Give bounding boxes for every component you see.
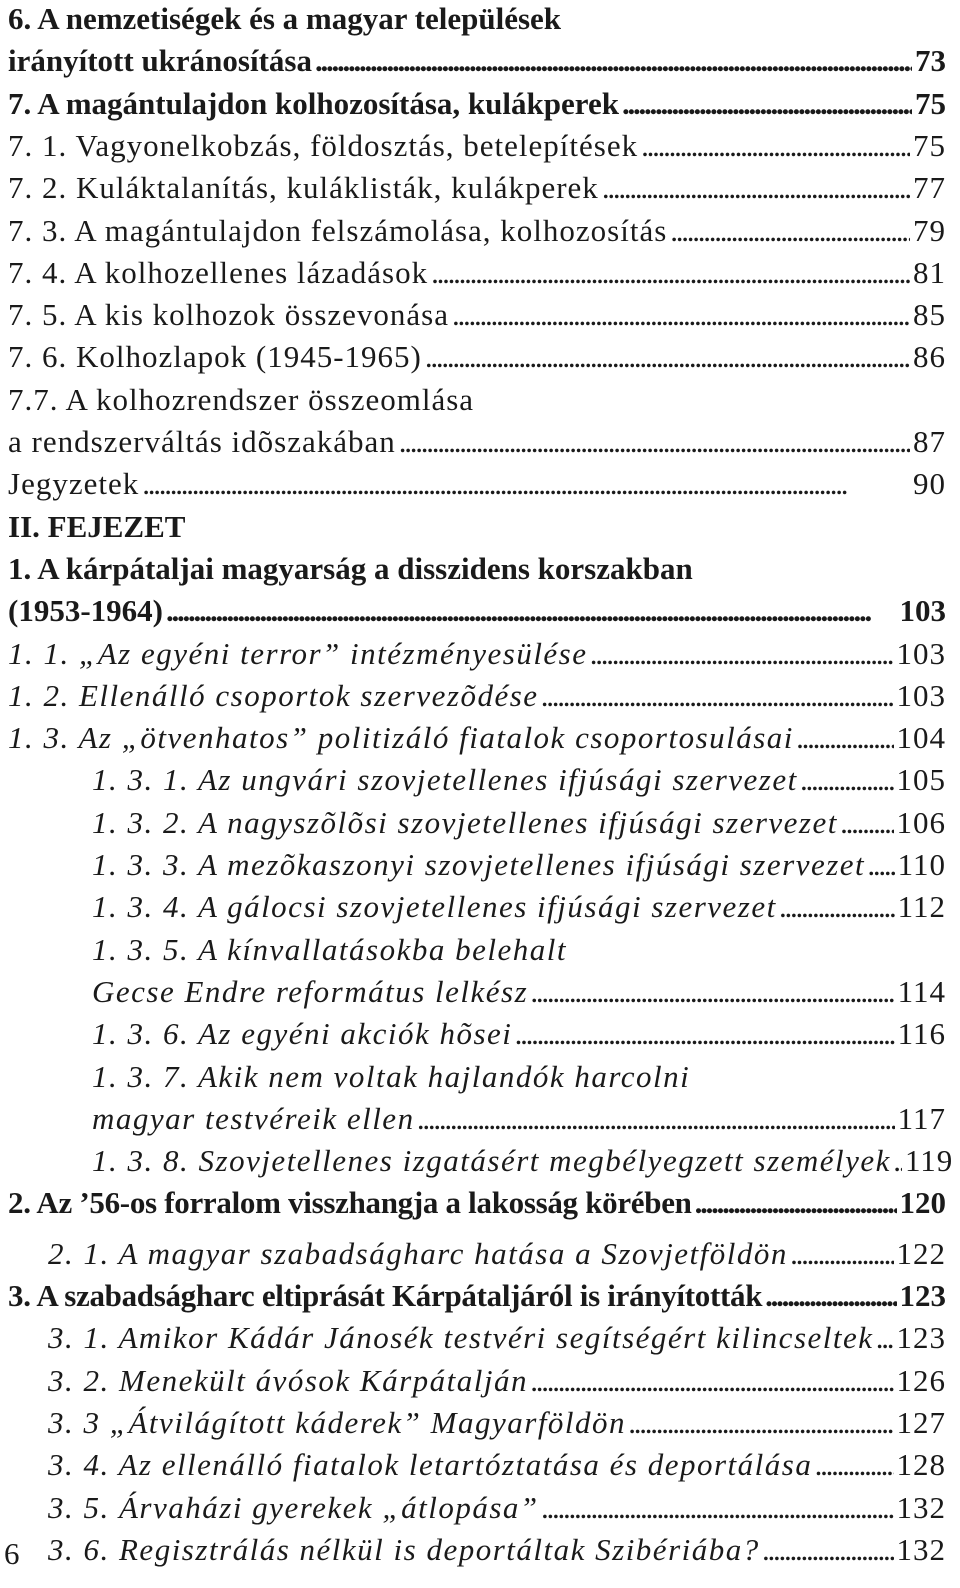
toc-entry — [8, 673, 946, 719]
toc-entry-title: 2. 1. A magyar szabadságharc hatása a Szovjetföldön — [48, 1235, 788, 1271]
toc-entry — [8, 123, 946, 169]
toc-entry — [8, 1442, 946, 1488]
toc-entry-title: 3. 2. Menekült ávósok Kárpátalján — [48, 1362, 528, 1398]
toc-entry-title: 1. 3. 4. A gálocsi szovjetellenes ifjúsági szervezet — [92, 889, 777, 925]
toc-entry — [8, 81, 946, 127]
toc-entry-page: 75 — [913, 127, 946, 163]
toc-entry — [8, 38, 946, 84]
toc-entry-title: 3. 6. Regisztrálás nélkül is deportáltak Szibériába? — [48, 1531, 760, 1567]
toc-entry-title: 3. 1. Amikor Kádár Jánosék testvéri segítségért kilincseltek — [48, 1320, 874, 1356]
toc-entry-page: 123 — [899, 1278, 946, 1313]
toc-entry — [8, 165, 946, 211]
toc-entry — [8, 715, 946, 761]
toc-entry-page: 126 — [896, 1362, 946, 1398]
toc-entry-title: 1. 3. 7. Akik nem voltak hajlandók harcolni — [92, 1058, 691, 1094]
toc-entry-title: 1. 3. 8. Szovjetellenes izgatásért megbélyegzett személyek — [92, 1143, 891, 1179]
toc-entry-page: 120 — [899, 1185, 946, 1221]
dot-leader — [531, 969, 895, 1015]
toc-entry-title: (1953-1964) — [8, 593, 163, 629]
toc-entry-title: 7. 1. Vagyonelkobzás, földosztás, betelepítések — [8, 127, 639, 163]
toc-entry-title: a rendszerváltás idõszakában — [8, 424, 396, 459]
toc-entry — [8, 1315, 946, 1361]
toc-entry-page: 127 — [896, 1404, 946, 1440]
toc-entry-title: 7. 3. A magántulajdon felszámolása, kolhozosítás — [8, 212, 668, 248]
toc-entry-title: 1. 3. 6. Az egyéni akciók hõsei — [92, 1016, 513, 1052]
toc-entry — [8, 800, 946, 846]
toc-entry-title: magyar testvéreik ellen — [92, 1100, 415, 1136]
toc-entry — [8, 1011, 946, 1057]
toc-entry-page: 123 — [896, 1320, 946, 1356]
toc-entry — [8, 419, 946, 465]
dot-leader — [695, 1180, 897, 1226]
toc-entry-page: 114 — [897, 973, 946, 1009]
toc-entry — [8, 884, 946, 930]
dot-leader — [877, 1315, 894, 1361]
dot-leader — [780, 884, 895, 930]
dot-leader — [166, 588, 897, 634]
toc-entry — [8, 1400, 946, 1446]
toc-entry-page: 132 — [896, 1489, 946, 1525]
toc-entry-page: 103 — [896, 635, 946, 671]
toc-entry — [8, 0, 946, 42]
toc-entry-page: 105 — [896, 762, 946, 798]
toc-entry-page: 128 — [896, 1447, 946, 1483]
toc-entry-page: 103 — [899, 593, 946, 629]
dot-leader — [622, 81, 912, 127]
toc-entry — [8, 1273, 946, 1319]
toc-entry-page: 104 — [896, 720, 946, 756]
dot-leader — [425, 334, 910, 380]
toc-entry — [8, 969, 946, 1015]
toc-entry-page: 116 — [897, 1016, 946, 1052]
toc-entry — [8, 1096, 946, 1142]
toc-entry-page: 87 — [913, 424, 946, 459]
toc-entry-page: 77 — [913, 170, 946, 206]
toc-entry — [8, 292, 946, 338]
dot-leader — [602, 165, 910, 211]
toc-entry-title: 7. 2. Kuláktalanítás, kuláklisták, kulákperek — [8, 170, 599, 206]
dot-leader — [763, 1527, 894, 1573]
dot-leader — [515, 1011, 894, 1057]
toc-entry-title: Gecse Endre református lelkész — [92, 973, 529, 1009]
toc-entry-page: 110 — [897, 847, 946, 882]
toc-entry — [8, 631, 946, 677]
dot-leader — [142, 461, 910, 507]
toc-entry-title: 3. 3 „Átvilágított káderek” Magyarföldön — [48, 1404, 627, 1440]
dot-leader — [894, 1138, 902, 1184]
dot-leader — [641, 123, 910, 169]
toc-entry-title: II. FEJEZET — [8, 508, 186, 544]
toc-entry — [8, 504, 946, 550]
toc-entry-page: 79 — [913, 212, 946, 248]
toc-entry — [8, 461, 946, 507]
toc-entry-page: 119 — [904, 1143, 954, 1179]
toc-entry-page: 81 — [913, 254, 946, 290]
toc-entry-page: 103 — [896, 677, 946, 713]
toc-entry-title: 1. 3. 1. Az ungvári szovjetellenes ifjúsági szervezet — [92, 762, 798, 798]
dot-leader — [629, 1400, 893, 1446]
toc-entry — [8, 334, 946, 380]
toc-entry-title: 7. 4. A kolhozellenes lázadások — [8, 254, 429, 290]
toc-entry — [8, 250, 946, 296]
toc-entry-title: 3. A szabadságharc eltiprását Kárpátaljáról is irányították — [8, 1278, 763, 1313]
toc-entry-page: 132 — [896, 1531, 946, 1567]
toc-entry — [8, 1138, 954, 1184]
dot-leader — [542, 673, 894, 719]
toc-entry-title: 2. Az ’56-os forralom visszhangja a lakosság körében — [8, 1185, 692, 1221]
toc-entry-title: 6. A nemzetiségek és a magyar települések — [8, 1, 562, 36]
dot-leader — [431, 250, 910, 296]
toc-entry-title: 3. 5. Árvaházi gyerekek „átlopása” — [48, 1489, 539, 1525]
toc-entry-title: 7. A magántulajdon kolhozosítása, kulákperek — [8, 85, 619, 121]
toc-entry — [8, 1358, 946, 1404]
toc-entry-title: 1. 3. 2. A nagyszõlõsi szovjetellenes ifjúsági szervezet — [92, 804, 838, 840]
toc-entry — [8, 377, 946, 423]
toc-entry — [8, 1054, 946, 1100]
toc-entry-page: 75 — [915, 85, 946, 121]
toc-entry-page: 106 — [896, 804, 946, 840]
toc-entry — [8, 588, 946, 634]
dot-leader — [797, 715, 894, 761]
toc-entry-page: 86 — [913, 339, 946, 375]
dot-leader — [841, 800, 894, 846]
toc-entry — [8, 842, 946, 888]
toc-entry-page: 85 — [913, 297, 946, 333]
toc-entry-title: 1. 2. Ellenálló csoportok szervezõdése — [8, 677, 539, 713]
toc-entry-page: 112 — [897, 889, 946, 925]
toc-entry — [8, 208, 946, 254]
dot-leader — [765, 1273, 896, 1319]
toc-entry-title: 1. 3. Az „ötvenhatos” politizáló fiatalok csoportosulásai — [8, 720, 794, 756]
toc-entry — [8, 546, 946, 592]
dot-leader — [791, 1231, 894, 1277]
toc-entry-title: 1. 3. 3. A mezõkaszonyi szovjetellenes ifjúsági szervezet — [92, 847, 866, 882]
toc-entry — [8, 1180, 946, 1226]
toc-entry-title: 1. A kárpátaljai magyarság a disszidens korszakban — [8, 550, 693, 586]
dot-leader — [868, 842, 894, 888]
dot-leader — [542, 1485, 894, 1531]
toc-entry-title: irányított ukránosítása — [8, 43, 312, 79]
dot-leader — [670, 208, 910, 254]
dot-leader — [399, 419, 910, 465]
page-number: 6 — [4, 1536, 20, 1571]
toc-entry — [8, 1231, 946, 1277]
toc-entry — [8, 927, 946, 973]
dot-leader — [591, 631, 894, 677]
toc-entry-title: 3. 4. Az ellenálló fiatalok letartóztatása és deportálása — [48, 1447, 813, 1483]
toc-entry-title: 1. 1. „Az egyéni terror” intézményesülése — [8, 635, 588, 671]
toc-entry-title: 7. 5. A kis kolhozok összevonása — [8, 297, 449, 333]
dot-leader — [452, 292, 910, 338]
dot-leader — [531, 1358, 894, 1404]
toc-entry-title: 7. 6. Kolhozlapok (1945-1965) — [8, 339, 422, 375]
toc-entry-title: 7.7. A kolhozrendszer összeomlása — [8, 381, 475, 417]
toc-entry — [8, 1485, 946, 1531]
dot-leader — [815, 1442, 893, 1488]
toc-entry-title: Jegyzetek — [8, 466, 140, 502]
toc-entry-page: 117 — [897, 1100, 946, 1136]
toc-entry-title: 1. 3. 5. A kínvallatásokba belehalt — [92, 931, 567, 967]
toc-entry-page: 122 — [896, 1235, 946, 1271]
dot-leader — [315, 38, 912, 84]
toc-entry — [8, 1527, 946, 1573]
toc-entry-page: 90 — [913, 466, 946, 502]
toc-entry — [8, 757, 946, 803]
toc-entry-page: 73 — [915, 43, 946, 79]
dot-leader — [418, 1096, 895, 1142]
dot-leader — [801, 757, 894, 803]
